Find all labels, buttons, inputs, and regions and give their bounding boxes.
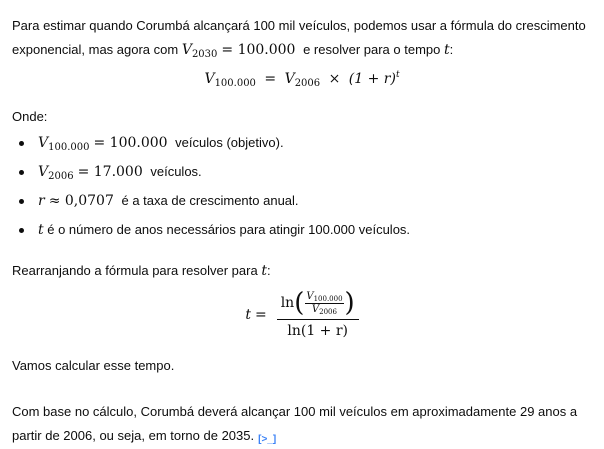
list-item: t é o número de anos necessários para atingir 100.000 veículos. xyxy=(12,218,592,247)
conclusion-paragraph: Com base no cálculo, Corumbá deverá alcançar 100 mil veículos em aproximadamente 29 anos a partir de 2006, ou seja, em torno de 2035. [>_] xyxy=(12,404,578,445)
rearrange-paragraph: Rearranjando a fórmula para resolver para t: xyxy=(12,263,271,279)
list-item: $V_{100.000} = 100.000$ veículos (objetivo). xyxy=(12,131,592,160)
math-v2030: $V_{2030}$ xyxy=(181,42,218,60)
onde-label: Onde: xyxy=(12,109,48,124)
intro-paragraph: Para estimar quando Corumbá alcançará 100 mil veículos, podemos usar a fórmula do crescimento exponencial, mas agora com $V_{2030} = 100.000$ e resolver para o tempo t: xyxy=(12,18,586,60)
equation-solve-t: t = ln ( $V_{100.000}$ $V_{2006}$ ) ln(1 + r) xyxy=(0,290,604,339)
definitions-list xyxy=(12,131,592,247)
list-item: $V_{2006} = 17.000$ veículos. xyxy=(12,160,592,189)
vamos-paragraph: Vamos calcular esse tempo. xyxy=(12,358,175,373)
list-item: r ≈ 0,0707 é a taxa de crescimento anual. xyxy=(12,189,592,218)
code-source-icon[interactable]: [>_] xyxy=(258,434,277,445)
equation-exponential: $V_{100.000} = V_{2006} \times (1 + r)^t$ xyxy=(204,70,400,89)
